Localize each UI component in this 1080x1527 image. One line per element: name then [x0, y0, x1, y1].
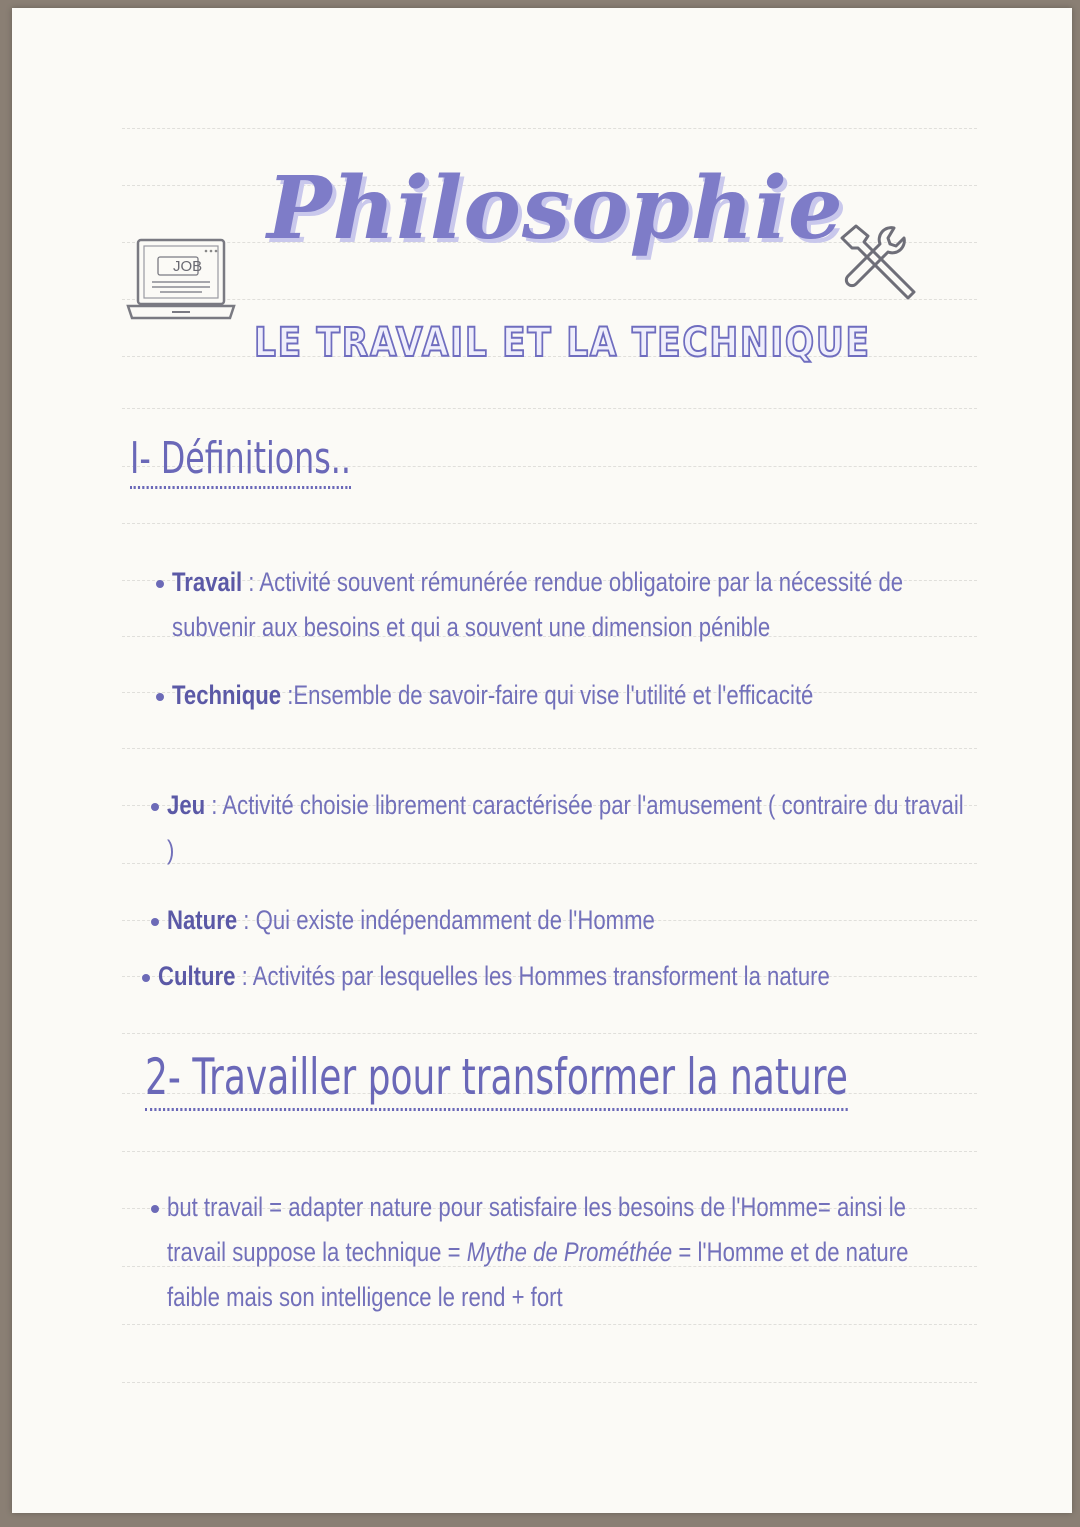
page-subtitle: LE TRAVAIL ET LA TECHNIQUE	[254, 320, 871, 366]
definition-text	[172, 560, 976, 650]
definition-item	[167, 783, 987, 873]
ruled-line	[122, 1033, 977, 1034]
definition-body: Activité choisie librement caractérisée par l'amusement ( contraire du travail )	[167, 790, 964, 865]
content-text	[167, 1185, 954, 1320]
bullet-icon	[151, 918, 159, 926]
ruled-line	[122, 1382, 977, 1383]
ruled-line	[122, 1151, 977, 1152]
definition-text	[167, 898, 971, 943]
definition-separator: :	[235, 961, 253, 991]
content-item	[167, 1185, 987, 1320]
notebook-page	[12, 8, 1072, 1513]
definition-item	[167, 898, 987, 943]
ruled-line	[122, 408, 977, 409]
definition-separator: :	[242, 567, 260, 597]
bullet-icon	[156, 693, 164, 701]
definition-term: Culture	[158, 961, 236, 991]
definition-item	[158, 954, 978, 999]
definition-body: Activité souvent rémunérée rendue obligatoire par la nécessité de subvenir aux besoins et qui a souvent une dimension pénible	[172, 567, 904, 642]
definition-term: Travail	[172, 567, 243, 597]
ruled-line	[122, 523, 977, 524]
laptop-job-label: JOB	[173, 258, 203, 275]
laptop-icon	[126, 236, 236, 337]
definition-text	[172, 673, 976, 718]
content-part2: = l'Homme et de nature faible mais son intelligence le rend + fort	[167, 1237, 909, 1312]
ruled-line	[122, 1324, 977, 1325]
bullet-icon	[142, 974, 150, 982]
bullet-icon	[151, 1205, 159, 1213]
bullet-icon	[151, 803, 159, 811]
section-heading-travailler: 2- Travailler pour transformer la nature	[145, 1048, 848, 1111]
definition-term: Jeu	[167, 790, 206, 820]
definition-body: Activités par lesquelles les Hommes transforment la nature	[252, 961, 830, 991]
definition-term: Technique	[172, 680, 282, 710]
definition-text	[158, 954, 962, 999]
bullet-icon	[156, 580, 164, 588]
definition-term: Nature	[167, 905, 238, 935]
definition-item	[172, 673, 992, 718]
definition-item	[172, 560, 992, 650]
section-heading-definitions: I- Définitions..	[130, 433, 351, 489]
definition-body: Qui existe indépendamment de l'Homme	[255, 905, 655, 935]
definition-separator: :	[237, 905, 256, 935]
ruled-line	[122, 748, 977, 749]
page-title: Philosophie	[267, 158, 844, 259]
ruled-line	[122, 128, 977, 129]
content-part1: but travail = adapter nature pour satisfaire les besoins de l'Homme= ainsi le travail suppose la technique =	[167, 1192, 906, 1267]
definition-separator: :	[205, 790, 223, 820]
definition-body: Ensemble de savoir-faire qui vise l'utilité et l'efficacité	[293, 680, 814, 710]
definition-separator: :	[281, 680, 294, 710]
myth-reference: Mythe de Prométhée	[466, 1237, 673, 1267]
definition-text	[167, 783, 971, 873]
tools-icon	[834, 218, 924, 313]
